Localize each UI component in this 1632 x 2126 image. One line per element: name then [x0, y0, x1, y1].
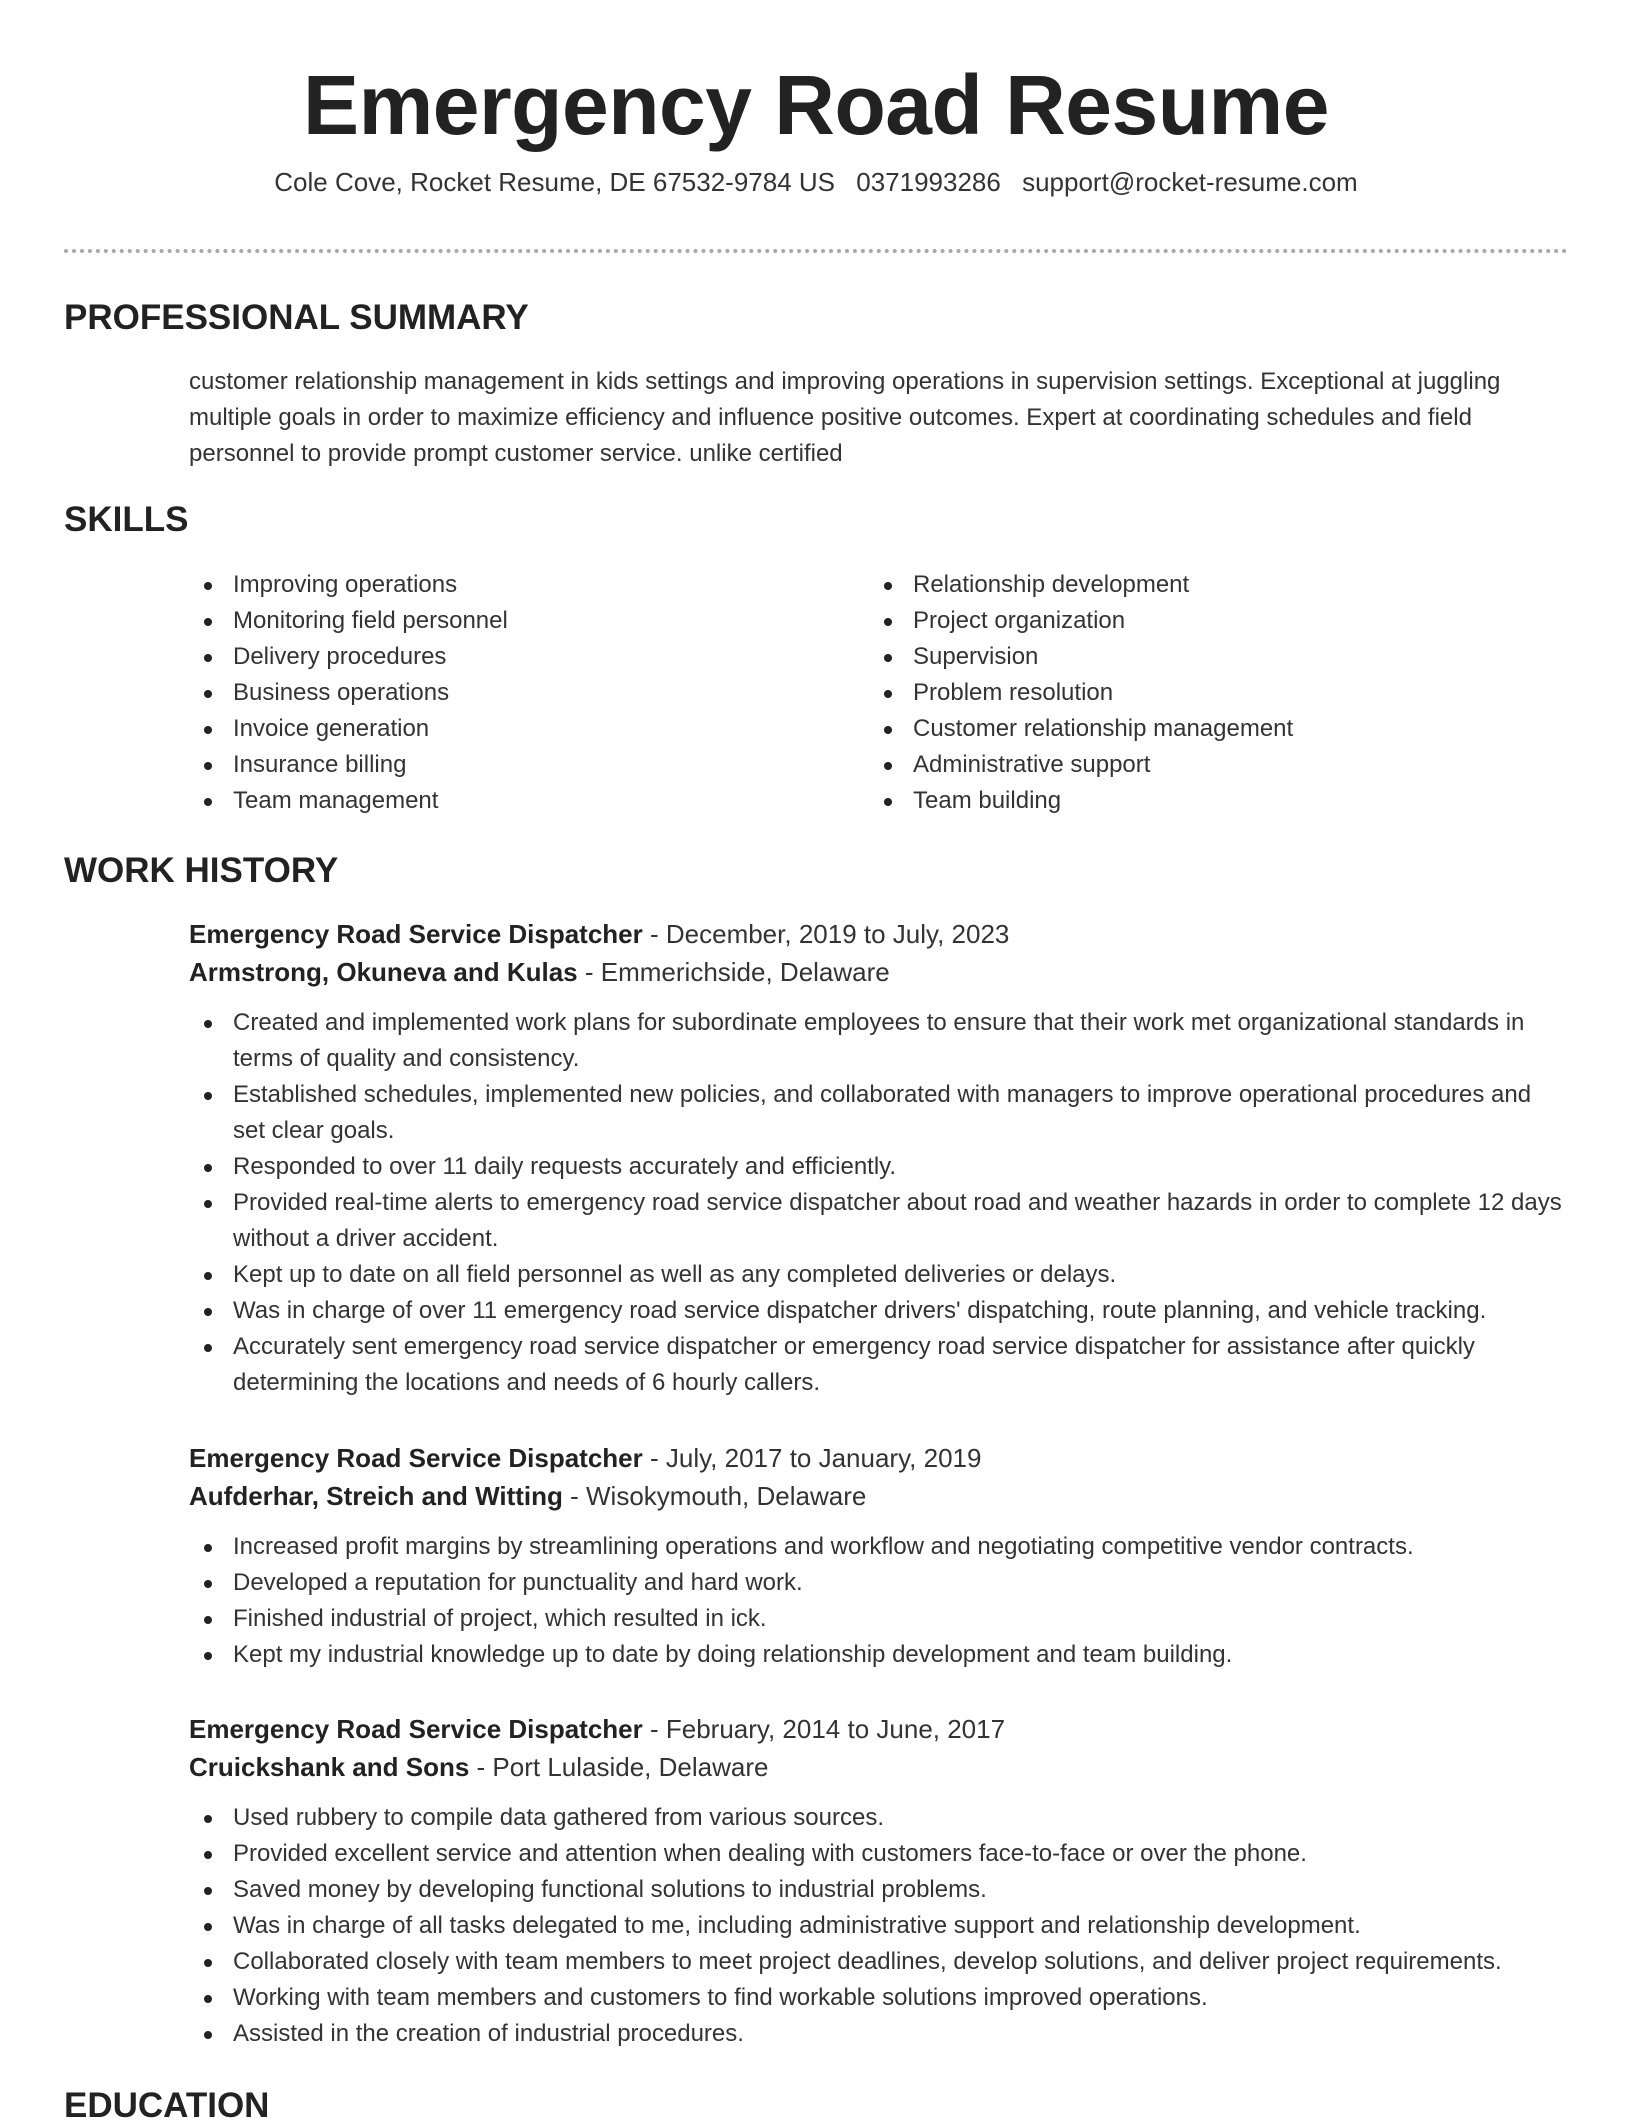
- skill-item: Team building: [869, 783, 1549, 819]
- job-bullet: Developed a reputation for punctuality and hard work.: [189, 1565, 1569, 1601]
- job-location: - Port Lulaside, Delaware: [469, 1752, 769, 1782]
- skill-item: Monitoring field personnel: [189, 603, 869, 639]
- job-bullet: Kept up to date on all field personnel as well as any completed deliveries or delays.: [189, 1257, 1569, 1293]
- job-location: - Emmerichside, Delaware: [577, 957, 890, 987]
- job-bullet: Kept my industrial knowledge up to date by doing relationship development and team building.: [189, 1637, 1569, 1673]
- skills-heading: SKILLS: [64, 500, 189, 539]
- skills-column-right: [869, 567, 1549, 819]
- job-location: - Wisokymouth, Delaware: [562, 1481, 867, 1511]
- skill-item: Project organization: [869, 603, 1549, 639]
- job-bullet: Working with team members and customers to find workable solutions improved operations.: [189, 1980, 1569, 2016]
- job-title-line: [189, 1710, 1569, 1748]
- job-dates: - December, 2019 to July, 2023: [642, 919, 1010, 949]
- job-dates: - February, 2014 to June, 2017: [642, 1714, 1006, 1744]
- job-entry: [189, 915, 1569, 1401]
- job-bullet: Responded to over 11 daily requests accurately and efficiently.: [189, 1149, 1569, 1185]
- summary-heading: PROFESSIONAL SUMMARY: [64, 298, 529, 337]
- skill-item: Supervision: [869, 639, 1549, 675]
- job-company-line: [189, 953, 1569, 991]
- resume-name: Emergency Road Resume: [303, 58, 1329, 152]
- skill-item: Improving operations: [189, 567, 869, 603]
- job-bullets: [189, 1005, 1569, 1401]
- job-title: Emergency Road Service Dispatcher: [189, 919, 643, 949]
- skill-item: Administrative support: [869, 747, 1549, 783]
- job-bullet: Saved money by developing functional solutions to industrial problems.: [189, 1872, 1569, 1908]
- skill-item: Invoice generation: [189, 711, 869, 747]
- job-bullet: Finished industrial of project, which resulted in ick.: [189, 1601, 1569, 1637]
- summary-text: customer relationship management in kids settings and improving operations in supervision settings. Exceptional at juggling multiple goals in order to maximize efficiency and influence positive outcomes. Expert at coordinating schedules and field personnel to provide prompt customer service. unlike certified: [189, 368, 1501, 467]
- job-company-line: [189, 1477, 1569, 1515]
- skills-list: [189, 567, 1569, 819]
- job-bullets: [189, 1800, 1569, 2052]
- work-history-heading: WORK HISTORY: [64, 851, 339, 890]
- job-bullet: Established schedules, implemented new policies, and collaborated with managers to improve operational procedures and set clear goals.: [189, 1077, 1569, 1149]
- job-bullets: [189, 1529, 1569, 1673]
- job-bullet: Created and implemented work plans for subordinate employees to ensure that their work met organizational standards in terms of quality and consistency.: [189, 1005, 1569, 1077]
- job-title-line: [189, 915, 1569, 953]
- job-dates: - July, 2017 to January, 2019: [642, 1443, 982, 1473]
- skill-item: Insurance billing: [189, 747, 869, 783]
- job-bullet: Was in charge of all tasks delegated to me, including administrative support and relationship development.: [189, 1908, 1569, 1944]
- job-entry: [189, 1439, 1569, 1673]
- skills-column-left: [189, 567, 869, 819]
- job-bullet: Increased profit margins by streamlining operations and workflow and negotiating competitive vendor contracts.: [189, 1529, 1569, 1565]
- contact-phone: 0371993286: [856, 167, 1001, 197]
- job-company: Cruickshank and Sons: [189, 1752, 470, 1782]
- job-bullet: Provided excellent service and attention when dealing with customers face-to-face or over the phone.: [189, 1836, 1569, 1872]
- skill-item: Delivery procedures: [189, 639, 869, 675]
- contact-line: [0, 166, 1632, 198]
- job-bullet: Collaborated closely with team members to meet project deadlines, develop solutions, and deliver project requirements.: [189, 1944, 1569, 1980]
- skill-item: Problem resolution: [869, 675, 1549, 711]
- header-divider: [64, 249, 1568, 253]
- skill-item: Business operations: [189, 675, 869, 711]
- job-title: Emergency Road Service Dispatcher: [189, 1714, 643, 1744]
- contact-email: support@rocket-resume.com: [1022, 167, 1358, 197]
- job-bullet: Accurately sent emergency road service dispatcher or emergency road service dispatcher for assistance after quickly determining the locations and needs of 6 hourly callers.: [189, 1329, 1569, 1401]
- job-company: Armstrong, Okuneva and Kulas: [189, 957, 578, 987]
- job-bullet: Provided real-time alerts to emergency road service dispatcher about road and weather hazards in order to complete 12 days without a driver accident.: [189, 1185, 1569, 1257]
- job-title: Emergency Road Service Dispatcher: [189, 1443, 643, 1473]
- job-company-line: [189, 1748, 1569, 1786]
- job-entry: [189, 1710, 1569, 2052]
- education-heading: EDUCATION: [64, 2086, 270, 2125]
- job-bullet: Was in charge of over 11 emergency road service dispatcher drivers' dispatching, route planning, and vehicle tracking.: [189, 1293, 1569, 1329]
- skill-item: Customer relationship management: [869, 711, 1549, 747]
- contact-address: Cole Cove, Rocket Resume, DE 67532-9784 US: [274, 167, 836, 197]
- skill-item: Team management: [189, 783, 869, 819]
- skill-item: Relationship development: [869, 567, 1549, 603]
- job-bullet: Assisted in the creation of industrial procedures.: [189, 2016, 1569, 2052]
- job-bullet: Used rubbery to compile data gathered from various sources.: [189, 1800, 1569, 1836]
- job-title-line: [189, 1439, 1569, 1477]
- job-company: Aufderhar, Streich and Witting: [189, 1481, 563, 1511]
